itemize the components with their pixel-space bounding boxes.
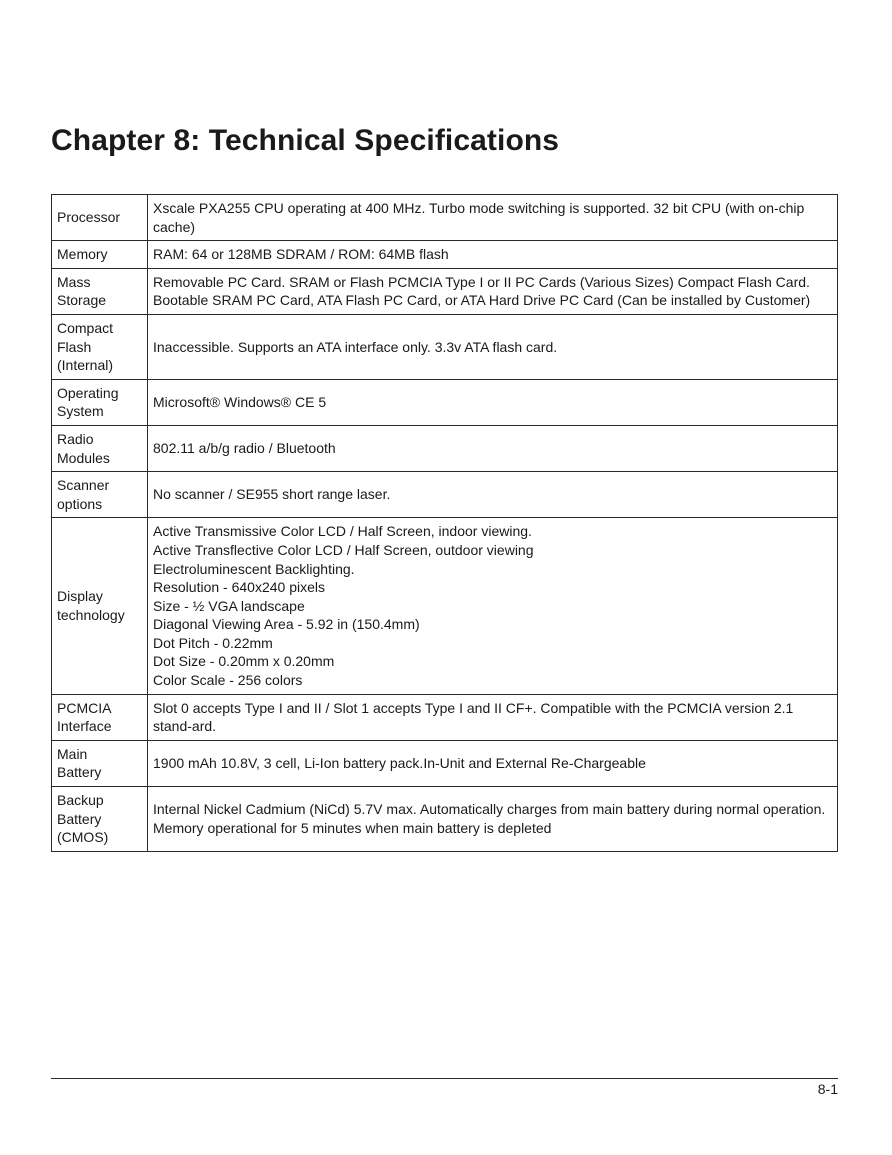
spec-value-line: RAM: 64 or 128MB SDRAM / ROM: 64MB flash (153, 246, 449, 263)
spec-value-cell (148, 694, 838, 740)
spec-row (52, 195, 838, 241)
footer-divider (51, 1078, 838, 1079)
spec-value-cell (148, 518, 838, 694)
spec-value-line: Memory operational for 5 minutes when main battery is depleted (153, 819, 552, 836)
spec-label: Main Battery (57, 745, 102, 781)
spec-label-cell (52, 314, 148, 379)
spec-label-cell (52, 241, 148, 269)
spec-label: Memory (57, 246, 108, 263)
spec-value-line: Bootable SRAM PC Card, ATA Flash PC Card, or ATA Hard Drive PC Card (Can be installed by Customer) (153, 292, 811, 309)
spec-label-cell (52, 379, 148, 425)
spec-value-line: Electroluminescent Backlighting. (153, 560, 355, 577)
spec-value-line: Microsoft® Windows® CE 5 (153, 394, 327, 411)
spec-value-line: Active Transflective Color LCD / Half Screen, outdoor viewing (153, 541, 534, 558)
spec-value-line: Active Transmissive Color LCD / Half Screen, indoor viewing. (153, 523, 532, 540)
spec-value-line: Internal Nickel Cadmium (NiCd) 5.7V max. Automatically charges from main battery during normal operation. (153, 801, 826, 818)
spec-label-cell (52, 694, 148, 740)
spec-row (52, 241, 838, 269)
spec-value-line: Removable PC Card. SRAM or Flash PCMCIA Type I or II PC Cards (Various Sizes) Compact Flash Card. (153, 273, 810, 290)
spec-label: Processor (57, 209, 121, 226)
spec-value-line: 802.11 a/b/g radio / Bluetooth (153, 440, 336, 457)
spec-label: Compact Flash (Internal) (57, 319, 114, 374)
spec-value-line: Resolution - 640x240 pixels (153, 579, 325, 596)
spec-row (52, 379, 838, 425)
spec-row (52, 268, 838, 314)
spec-label-cell (52, 195, 148, 241)
spec-value-cell (148, 241, 838, 269)
spec-label-cell (52, 518, 148, 694)
spec-value-line: Dot Size - 0.20mm x 0.20mm (153, 653, 335, 670)
spec-label: Mass Storage (57, 273, 107, 309)
spec-value-line: No scanner / SE955 short range laser. (153, 486, 391, 503)
page-title: Chapter 8: Technical Specifications (51, 124, 560, 157)
spec-value-cell (148, 268, 838, 314)
spec-value-line: Size - ½ VGA landscape (153, 597, 305, 614)
spec-label-cell (52, 268, 148, 314)
spec-value-cell (148, 787, 838, 852)
spec-row (52, 425, 838, 471)
spec-value-cell (148, 195, 838, 241)
spec-row (52, 787, 838, 852)
spec-row (52, 694, 838, 740)
spec-row (52, 314, 838, 379)
spec-label-cell (52, 787, 148, 852)
spec-value-line: Slot 0 accepts Type I and II / Slot 1 accepts Type I and II CF+. Compatible with the PCMCIA version 2.1 stand-ard. (153, 699, 794, 735)
spec-label: Scanner options (57, 477, 110, 512)
spec-value-line: Color Scale - 256 colors (153, 672, 303, 689)
spec-value-cell (148, 740, 838, 786)
specifications-table-body (52, 195, 838, 852)
spec-row (52, 518, 838, 694)
spec-row (52, 740, 838, 786)
spec-label: Display technology (57, 588, 125, 623)
spec-value-line: Xscale PXA255 CPU operating at 400 MHz. Turbo mode switching is supported. 32 bit CPU (with on-chip cache) (153, 200, 805, 235)
spec-label-cell (52, 425, 148, 471)
spec-label: Operating System (57, 384, 119, 420)
spec-row (52, 472, 838, 518)
spec-label-cell (52, 472, 148, 518)
spec-value-cell (148, 472, 838, 518)
spec-value-line: 1900 mAh 10.8V, 3 cell, Li-Ion battery pack.In-Unit and External Re-Chargeable (153, 755, 646, 772)
spec-value-cell (148, 425, 838, 471)
spec-label: Radio Modules (57, 430, 110, 466)
spec-value-cell (148, 379, 838, 425)
specifications-table (51, 194, 838, 852)
spec-label: Backup Battery (CMOS) (57, 792, 109, 846)
spec-value-line: Inaccessible. Supports an ATA interface only. 3.3v ATA flash card. (153, 338, 558, 355)
page-number: 8-1 (817, 1081, 838, 1097)
spec-value-cell (148, 314, 838, 379)
spec-label: PCMCIA Interface (57, 699, 112, 735)
spec-label-cell (52, 740, 148, 786)
spec-value-line: Dot Pitch - 0.22mm (153, 634, 273, 651)
spec-value-line: Diagonal Viewing Area - 5.92 in (150.4mm) (153, 616, 420, 633)
